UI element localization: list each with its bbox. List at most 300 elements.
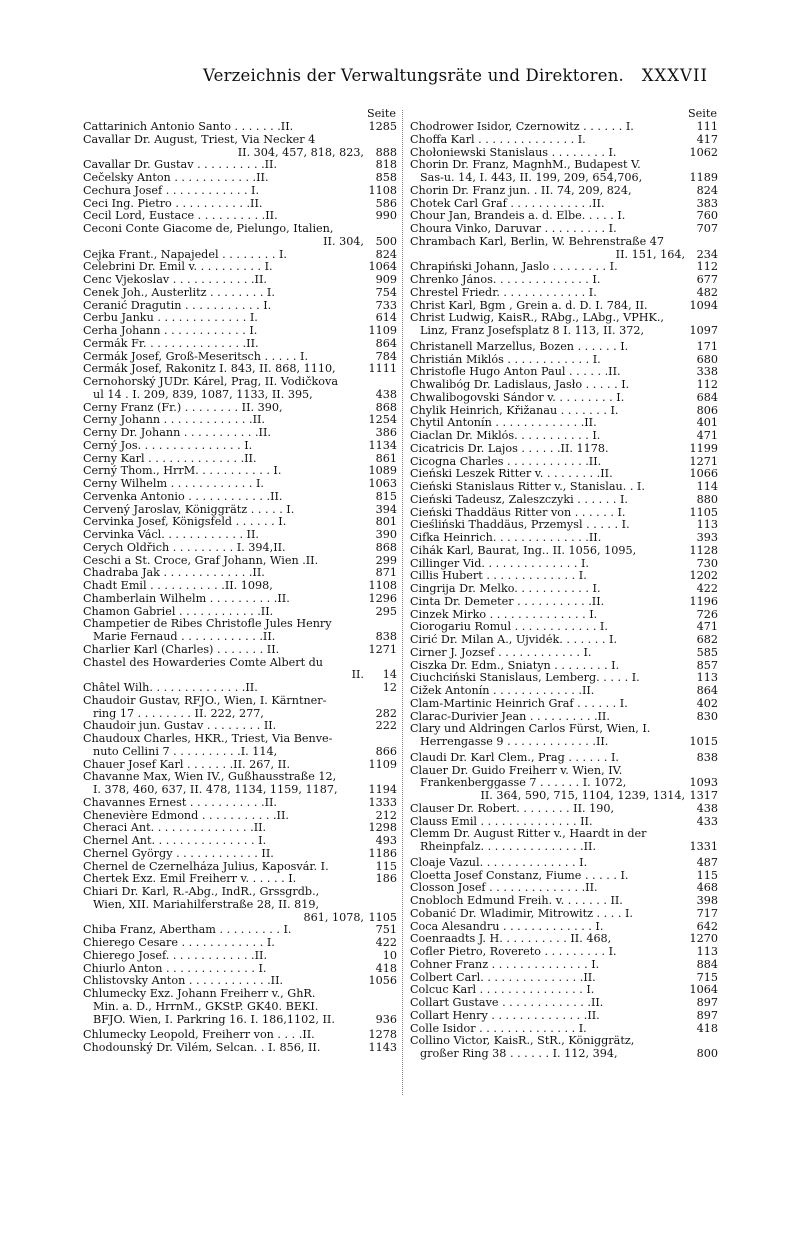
entry-page-number: 824 — [375, 247, 397, 261]
index-entry — [83, 873, 397, 886]
entry-page-number: 422 — [375, 936, 397, 949]
index-entry — [83, 223, 397, 236]
entry-text: Ceconi Conte Giacome de, Pielungo, Italien, — [83, 223, 334, 235]
index-entry — [83, 147, 397, 160]
index-entry — [410, 711, 718, 724]
entry-page-number: 1298 — [368, 821, 397, 835]
index-entry — [83, 198, 397, 211]
entry-page-number: 113 — [696, 945, 718, 958]
entry-page-number: 884 — [696, 957, 718, 971]
entry-text: Cinzek Mirko . . . . . . . . . . . . . . I. — [410, 608, 598, 621]
entry-page-number: 1097 — [689, 324, 718, 337]
index-entry — [410, 765, 718, 778]
entry-text: Collino Victor, KaisR., StR., Königgrätz, — [410, 1035, 635, 1048]
index-entry — [410, 379, 718, 392]
index-entry — [83, 593, 397, 606]
index-entry — [410, 596, 718, 609]
entry-text: Colcuc Karl . . . . . . . . . . . . . . . I. — [410, 984, 595, 997]
index-entry — [83, 1001, 397, 1014]
entry-text: Cerha Johann . . . . . . . . . . . . I. — [83, 325, 258, 337]
entry-page-number: 861 — [375, 451, 397, 465]
entry-text: Čermák Josef, Rakonitz I. 843, II. 868, 1110, — [83, 363, 336, 376]
entry-text: Ciuchciński Stanislaus, Lemberg. . . . . I. — [410, 672, 640, 685]
index-entry — [410, 984, 718, 997]
entry-text: Černy Dr. Johann . . . . . . . . . . .II. — [83, 427, 271, 439]
index-entry — [83, 274, 397, 287]
entry-text: Chlumecky Exz. Johann Freiherr v., GhR. — [83, 988, 316, 1000]
right-column — [410, 108, 718, 1061]
index-entry — [83, 950, 397, 963]
entry-page-number: 614 — [375, 311, 397, 325]
index-entry — [410, 366, 718, 379]
index-entry — [410, 857, 718, 870]
entry-page-number: 818 — [375, 158, 397, 172]
entry-page-number: 1186 — [368, 846, 397, 860]
entry-text: Clauser Dr. Robert. . . . . . . . II. 190, — [410, 802, 615, 815]
entry-text: Clam-Martinic Heinrich Graf . . . . . . I. — [410, 697, 628, 710]
entry-text: Cnobloch Edmund Freih. v. . . . . . . II. — [410, 895, 623, 907]
entry-page-number: 1066 — [689, 467, 718, 481]
entry-page-number: 338 — [696, 365, 718, 379]
entry-text: Černy Karl . . . . . . . . . . . . . .II. — [83, 452, 257, 465]
entry-text: Cerbu Janku . . . . . . . . . . . . . I. — [83, 312, 258, 325]
entry-text: Colbert Carl. . . . . . . . . . . . . . .II. — [410, 971, 596, 984]
entry-page-number: 471 — [696, 429, 718, 442]
index-entry — [83, 185, 397, 198]
index-entry — [410, 392, 718, 405]
entry-text: Cicatricis Dr. Lajos . . . . . .II. 1178. — [410, 442, 609, 455]
entry-text: Cinta Dr. Demeter . . . . . . . . . . .II. — [410, 595, 605, 608]
entry-page-number: 1134 — [368, 438, 397, 452]
index-entry — [83, 542, 397, 555]
index-entry — [83, 376, 397, 389]
index-entry — [83, 491, 397, 504]
entry-text: Čečelsky Anton . . . . . . . . . . . .II. — [83, 172, 269, 184]
entry-text: I. 378, 460, 637, II. 478, 1134, 1159, 1187, — [93, 784, 338, 796]
entry-text: ring 17 . . . . . . . . II. 222, 277, — [93, 707, 264, 720]
index-entry — [410, 287, 718, 300]
entry-page-number: 1108 — [368, 579, 397, 592]
index-entry — [83, 899, 397, 912]
entry-text: Červenka Antonio . . . . . . . . . . . .II. — [83, 490, 283, 503]
entry-page-number: 754 — [375, 285, 397, 299]
entry-text: Ciszka Dr. Edm., Sniatyn . . . . . . . . I. — [410, 659, 620, 672]
index-entry — [83, 338, 397, 351]
index-entry — [410, 159, 718, 172]
entry-text: Cenek Joh., Austerlitz . . . . . . . . I. — [83, 286, 275, 299]
entry-page-number: 1094 — [689, 298, 718, 312]
entry-text: Červinka Josef, Königsfeld . . . . . . I. — [83, 516, 287, 529]
index-entry — [83, 159, 397, 172]
entry-text: nuto Cellini 7 . . . . . . . . . .I. 114, — [93, 745, 278, 758]
entry-text: Cirner J. Jozsef . . . . . . . . . . . . I. — [410, 646, 592, 659]
entry-page-number: 800 — [696, 1047, 718, 1060]
entry-page-number: 936 — [375, 1012, 397, 1026]
index-entry — [410, 583, 718, 596]
entry-text: Čingrija Dr. Melko. . . . . . . . . . . I. — [410, 583, 601, 595]
index-entry — [410, 698, 718, 711]
entry-page-number: 858 — [375, 171, 397, 184]
index-entry — [83, 312, 397, 325]
entry-page-number: 880 — [696, 492, 718, 506]
entry-text: Min. a. D., HrrnM., GKStP. GK40. BEKI. — [93, 1000, 319, 1013]
entry-text: Čejka Frant., Napajedel . . . . . . . . I. — [83, 248, 287, 261]
entry-text: Cillis Hubert . . . . . . . . . . . . . I. — [410, 570, 587, 583]
index-entry — [83, 300, 397, 313]
index-entry — [410, 609, 718, 622]
index-entry — [410, 198, 718, 211]
entry-page-number: 717 — [696, 906, 718, 920]
entry-text: Chaudoir jun. Gustav . . . . . . . . II. — [83, 720, 277, 733]
entry-text: 861, 1078, — [303, 911, 364, 924]
index-entry — [410, 634, 718, 647]
column-divider — [402, 110, 403, 1095]
entry-text: Chiba Franz, Abertham . . . . . . . . . I. — [83, 924, 292, 937]
entry-page-number: 482 — [696, 285, 718, 299]
index-entry — [410, 545, 718, 558]
entry-page-number: 815 — [375, 489, 397, 503]
entry-text: Clemm Dr. August Ritter v., Haardt in der — [410, 828, 647, 841]
entry-page-number: 1278 — [368, 1028, 397, 1042]
entry-text: Chodounský Dr. Vilém, Selcan. . I. 856, II. — [83, 1042, 321, 1054]
entry-text: Chorin Dr. Franz jun. . II. 74, 209, 824, — [410, 184, 632, 197]
index-entry — [83, 453, 397, 466]
index-entry — [83, 261, 397, 274]
entry-text: Closson Josef . . . . . . . . . . . . . .II. — [410, 882, 598, 895]
index-entry — [83, 644, 397, 657]
index-entry — [83, 363, 397, 376]
index-entry — [83, 172, 397, 185]
entry-page-number: 866 — [375, 744, 397, 758]
entry-text: Chotek Carl Graf . . . . . . . . . . . .II. — [410, 197, 605, 210]
entry-page-number: 1015 — [689, 735, 718, 748]
entry-text: ul 14 . I. 209, 839, 1087, 1133, II. 395, — [93, 388, 313, 401]
index-entry — [410, 816, 718, 829]
index-entry — [410, 185, 718, 198]
index-entry — [410, 895, 718, 908]
entry-page-number: 186 — [375, 872, 397, 886]
entry-text: Chavannes Ernest . . . . . . . . . . .II. — [83, 796, 277, 809]
index-entry — [83, 784, 397, 797]
index-entry — [83, 631, 397, 644]
entry-page-number: 12 — [382, 681, 397, 694]
entry-text: Ciaclan Dr. Miklós. . . . . . . . . . . I. — [410, 430, 601, 442]
index-entry — [83, 797, 397, 810]
entry-text: Chiari Dr. Karl, R.-Abg., IndR., Grssgrdb., — [83, 886, 320, 898]
entry-page-number: 1194 — [368, 783, 397, 796]
entry-page-number: 868 — [375, 400, 397, 414]
page-number: XXXVII — [641, 66, 708, 85]
index-entry — [83, 121, 397, 134]
entry-page-number: 784 — [375, 349, 397, 363]
entry-text: Cavallar Dr. August, Triest, Via Necker 4 — [83, 133, 316, 146]
entry-text: Herrengasse 9 . . . . . . . . . . . . .II. — [420, 736, 609, 748]
entry-page-number: 909 — [375, 273, 397, 286]
entry-page-number: 1296 — [368, 591, 397, 605]
entry-text: Charlier Karl (Charles) . . . . . . . II. — [83, 643, 280, 656]
entry-page-number: 1111 — [368, 362, 397, 376]
index-entry — [83, 134, 397, 147]
index-entry — [410, 172, 718, 185]
index-entry — [83, 746, 397, 759]
index-entry — [83, 1029, 397, 1042]
entry-text: Chrapiński Johann, Jaslo . . . . . . . . I. — [410, 261, 618, 274]
entry-page-number: 222 — [375, 719, 397, 733]
index-entry — [83, 389, 397, 402]
index-entry — [83, 516, 397, 529]
entry-page-number: 471 — [696, 620, 718, 634]
entry-page-number: 642 — [696, 919, 718, 933]
index-entry — [410, 803, 718, 816]
entry-text: Chodrower Isidor, Czernowitz . . . . . . I. — [410, 121, 634, 133]
page-title: Verzeichnis der Verwaltungsräte und Direktoren. — [203, 66, 625, 85]
index-entry — [83, 351, 397, 364]
index-entry — [410, 685, 718, 698]
entry-page-number: 677 — [696, 273, 718, 286]
entry-text: Christanell Marzellus, Bozen . . . . . . I. — [410, 340, 629, 353]
entry-page-number: 586 — [375, 196, 397, 210]
index-entry — [83, 861, 397, 874]
entry-page-number: 113 — [696, 518, 718, 532]
entry-text: Chastel des Howarderies Comte Albert du — [83, 656, 324, 669]
entry-text: Chrambach Karl, Berlin, W. Behrenstraße 47 — [410, 235, 664, 248]
entry-text: Frankenberggasse 7 . . . . . . I. 1072, — [420, 777, 627, 790]
entry-page-number: 1105 — [689, 505, 718, 519]
index-entry — [410, 443, 718, 456]
entry-text: Collart Henry . . . . . . . . . . . . . .II. — [410, 1009, 600, 1022]
entry-text: Choura Vinko, Daruvar . . . . . . . . . I. — [410, 223, 617, 235]
entry-text: Chour Jan, Brandeis a. d. Elbe. . . . . I. — [410, 210, 626, 223]
entry-text: Linz, Franz Josefsplatz 8 I. 113, II. 372, — [420, 325, 645, 337]
index-entry — [410, 997, 718, 1010]
entry-text: Chadraba Jak . . . . . . . . . . . . .II. — [83, 567, 265, 580]
entry-text: Cicogna Charles . . . . . . . . . . . .II. — [410, 455, 602, 468]
index-entry — [410, 210, 718, 223]
index-entry — [410, 882, 718, 895]
entry-text: Chwalibogovski Sándor v. . . . . . . . . I. — [410, 391, 625, 404]
entry-page-number: 990 — [375, 209, 397, 223]
index-entry — [410, 354, 718, 367]
entry-text: Chierego Cesare . . . . . . . . . . . . I. — [83, 937, 275, 949]
index-entry — [410, 570, 718, 583]
index-entry — [83, 937, 397, 950]
index-entry — [410, 660, 718, 673]
index-entry — [410, 236, 718, 249]
entry-page-number: 171 — [696, 339, 718, 353]
entry-text: Clauss Emil . . . . . . . . . . . . . . II. — [410, 815, 593, 828]
entry-text: Chwalibóg Dr. Ladislaus, Jasło . . . . . I. — [410, 379, 630, 391]
index-entry — [410, 223, 718, 236]
entry-page-number: 1196 — [689, 594, 718, 608]
entry-page-number: 234 — [696, 247, 718, 261]
entry-page-number: 386 — [375, 426, 397, 439]
entry-text: Čihák Karl, Baurat, Ing.. II. 1056, 1095, — [410, 544, 637, 557]
index-entry — [410, 972, 718, 985]
index-entry — [83, 440, 397, 453]
index-entry — [410, 933, 718, 946]
entry-page-number: 295 — [375, 604, 397, 618]
entry-text: Claudi Dr. Karl Clem., Prag . . . . . . I. — [410, 751, 619, 764]
index-entry — [83, 835, 397, 848]
entry-text: Červinka Václ. . . . . . . . . . . . II. — [83, 529, 259, 541]
index-entry — [83, 465, 397, 478]
entry-page-number: 1064 — [368, 260, 397, 274]
index-entry — [83, 924, 397, 937]
index-entry — [83, 287, 397, 300]
index-entry — [83, 975, 397, 988]
entry-text: II. 304, 457, 818, 823, — [237, 146, 364, 159]
index-entry — [83, 618, 397, 631]
index-entry — [83, 504, 397, 517]
entry-text: Cecil Lord, Eustace . . . . . . . . . .II. — [83, 210, 278, 223]
entry-page-number: 864 — [696, 684, 718, 697]
entry-text: Chertek Exz. Emil Freiherr v. . . . . . I. — [83, 873, 297, 886]
entry-page-number: 1285 — [368, 120, 397, 133]
entry-page-number: 1271 — [689, 454, 718, 468]
entry-text: Clauer Dr. Guido Freiherr v. Wien, IV. — [410, 764, 623, 777]
entry-text: Châtel Wilh. . . . . . . . . . . . . .II. — [83, 682, 258, 694]
entry-page-number: 212 — [375, 808, 397, 822]
entry-page-number: 14 — [382, 668, 397, 682]
index-entry — [410, 921, 718, 934]
index-entry — [410, 723, 718, 736]
index-entry — [410, 312, 718, 325]
index-entry — [83, 249, 397, 262]
entry-text: Cieński Stanislaus Ritter v., Stanislau. . I. — [410, 481, 645, 493]
index-entry — [83, 810, 397, 823]
entry-page-number: 114 — [696, 480, 718, 493]
entry-text: Čermák Josef, Groß-Meseritsch . . . . . I. — [83, 350, 309, 363]
entry-page-number: 733 — [375, 298, 397, 312]
entry-text: Černy Johann . . . . . . . . . . . . .II. — [83, 414, 265, 427]
entry-page-number: 1271 — [368, 642, 397, 656]
entry-page-number: 111 — [696, 120, 718, 133]
entry-page-number: 398 — [696, 894, 718, 907]
entry-page-number: 1199 — [689, 441, 718, 455]
entry-page-number: 824 — [696, 183, 718, 197]
entry-page-number: 438 — [375, 387, 397, 401]
entry-page-number: 715 — [696, 970, 718, 984]
index-entry — [410, 274, 718, 287]
index-entry — [410, 1048, 718, 1061]
entry-text: Rheinpfalz. . . . . . . . . . . . . . .II. — [420, 841, 597, 853]
entry-text: Clarac-Durivier Jean . . . . . . . . . .II. — [410, 710, 610, 723]
index-entry — [83, 414, 397, 427]
index-entry — [83, 555, 397, 568]
entry-text: Chorin Dr. Franz, MagnhM., Budapest V. — [410, 159, 641, 172]
index-entry — [410, 325, 718, 338]
entry-page-number: 680 — [696, 352, 718, 366]
entry-text: Cifka Heinrich. . . . . . . . . . . . . .II. — [410, 532, 602, 544]
index-entry — [410, 507, 718, 520]
entry-text: Černy Wilhelm . . . . . . . . . . . . I. — [83, 478, 264, 490]
entry-text: Chamon Gabriel . . . . . . . . . . . .II. — [83, 605, 274, 618]
entry-page-number: 438 — [696, 801, 718, 815]
entry-page-number: 751 — [375, 923, 397, 937]
entry-page-number: 838 — [375, 630, 397, 643]
index-entry — [410, 959, 718, 972]
index-entry — [83, 325, 397, 338]
index-entry — [410, 790, 718, 803]
entry-page-number: 830 — [696, 709, 718, 723]
index-entry — [410, 456, 718, 469]
entry-text: Chiurlo Anton . . . . . . . . . . . . . I. — [83, 962, 267, 975]
entry-text: Chauer Josef Karl . . . . . . .II. 267, II. — [83, 758, 290, 771]
entry-text: Cižek Antonín . . . . . . . . . . . . .II. — [410, 685, 595, 697]
entry-text: Černý Thom., HrrM. . . . . . . . . . . I. — [83, 465, 282, 478]
entry-page-number: 113 — [696, 671, 718, 685]
entry-text: Chamberlain Wilhelm . . . . . . . . . .II. — [83, 592, 290, 605]
index-entry — [410, 841, 718, 854]
entry-page-number: 897 — [696, 996, 718, 1009]
index-entry — [410, 946, 718, 959]
entry-page-number: 1109 — [368, 757, 397, 771]
index-entry — [410, 519, 718, 532]
entry-text: Collart Gustave . . . . . . . . . . . . .II. — [410, 997, 604, 1009]
entry-text: Černý Jos. . . . . . . . . . . . . . . I. — [83, 439, 253, 452]
entry-text: Cieśliński Thaddäus, Przemysl . . . . . I. — [410, 519, 630, 532]
entry-text: Cobanić Dr. Wladimir, Mitrowitz . . . . I. — [410, 907, 633, 920]
entry-page-number: 1254 — [368, 413, 397, 427]
entry-page-number: 1317 — [689, 789, 718, 802]
index-entry — [83, 759, 397, 772]
index-entry — [83, 210, 397, 223]
entry-page-number: 393 — [696, 531, 718, 544]
entry-text: Cieński Tadeusz, Zaleszczyki . . . . . . I. — [410, 493, 628, 506]
index-entry — [83, 1042, 397, 1055]
entry-text: Colle Isidor . . . . . . . . . . . . . . I. — [410, 1022, 587, 1035]
entry-page-number: 1093 — [689, 776, 718, 790]
index-entry — [410, 777, 718, 790]
entry-page-number: 868 — [375, 540, 397, 554]
entry-text: Ceschi a St. Croce, Graf Johann, Wien .II. — [83, 554, 319, 567]
entry-page-number: 402 — [696, 696, 718, 710]
entry-page-number: 418 — [375, 961, 397, 975]
entry-text: Christián Miklós . . . . . . . . . . . . I. — [410, 353, 601, 366]
entry-page-number: 1064 — [689, 983, 718, 997]
entry-text: Christ Ludwig, KaisR., RAbg., LAbg., VPHK., — [410, 312, 664, 325]
entry-page-number: 299 — [375, 553, 397, 567]
entry-text: Cloetta Josef Constanz, Fiume . . . . . I. — [410, 869, 629, 882]
entry-text: Chrenko János. . . . . . . . . . . . . . I. — [410, 274, 601, 286]
entry-page-number: 487 — [696, 855, 718, 869]
index-entry — [410, 430, 718, 443]
index-entry — [410, 752, 718, 765]
index-entry — [410, 828, 718, 841]
entry-page-number: 112 — [696, 260, 718, 274]
entry-page-number: 1202 — [689, 569, 718, 583]
entry-text: Chaudoir Gustav, RFJO., Wien, I. Kärntner- — [83, 694, 327, 707]
entry-page-number: 468 — [696, 881, 718, 895]
entry-page-number: 1062 — [689, 145, 718, 159]
index-entry — [83, 402, 397, 415]
entry-page-number: 422 — [696, 582, 718, 595]
entry-page-number: 1143 — [368, 1041, 397, 1054]
entry-page-number: 1331 — [689, 840, 718, 853]
right-seite-label: Seite — [688, 107, 717, 120]
entry-page-number: 1128 — [689, 543, 718, 557]
index-entry — [410, 261, 718, 274]
entry-text: Chlistovsky Anton . . . . . . . . . . . .II. — [83, 975, 284, 988]
index-entry — [410, 736, 718, 749]
entry-text: Chernel György . . . . . . . . . . . . II. — [83, 847, 274, 860]
index-entry — [83, 1014, 397, 1027]
entry-page-number: 112 — [696, 378, 718, 391]
entry-text: Ciorogariu Romul . . . . . . . . . . . . I. — [410, 621, 608, 634]
entry-text: Clary und Aldringen Carlos Fürst, Wien, I. — [410, 723, 651, 736]
index-entry — [410, 249, 718, 262]
entry-page-number: 806 — [696, 403, 718, 417]
